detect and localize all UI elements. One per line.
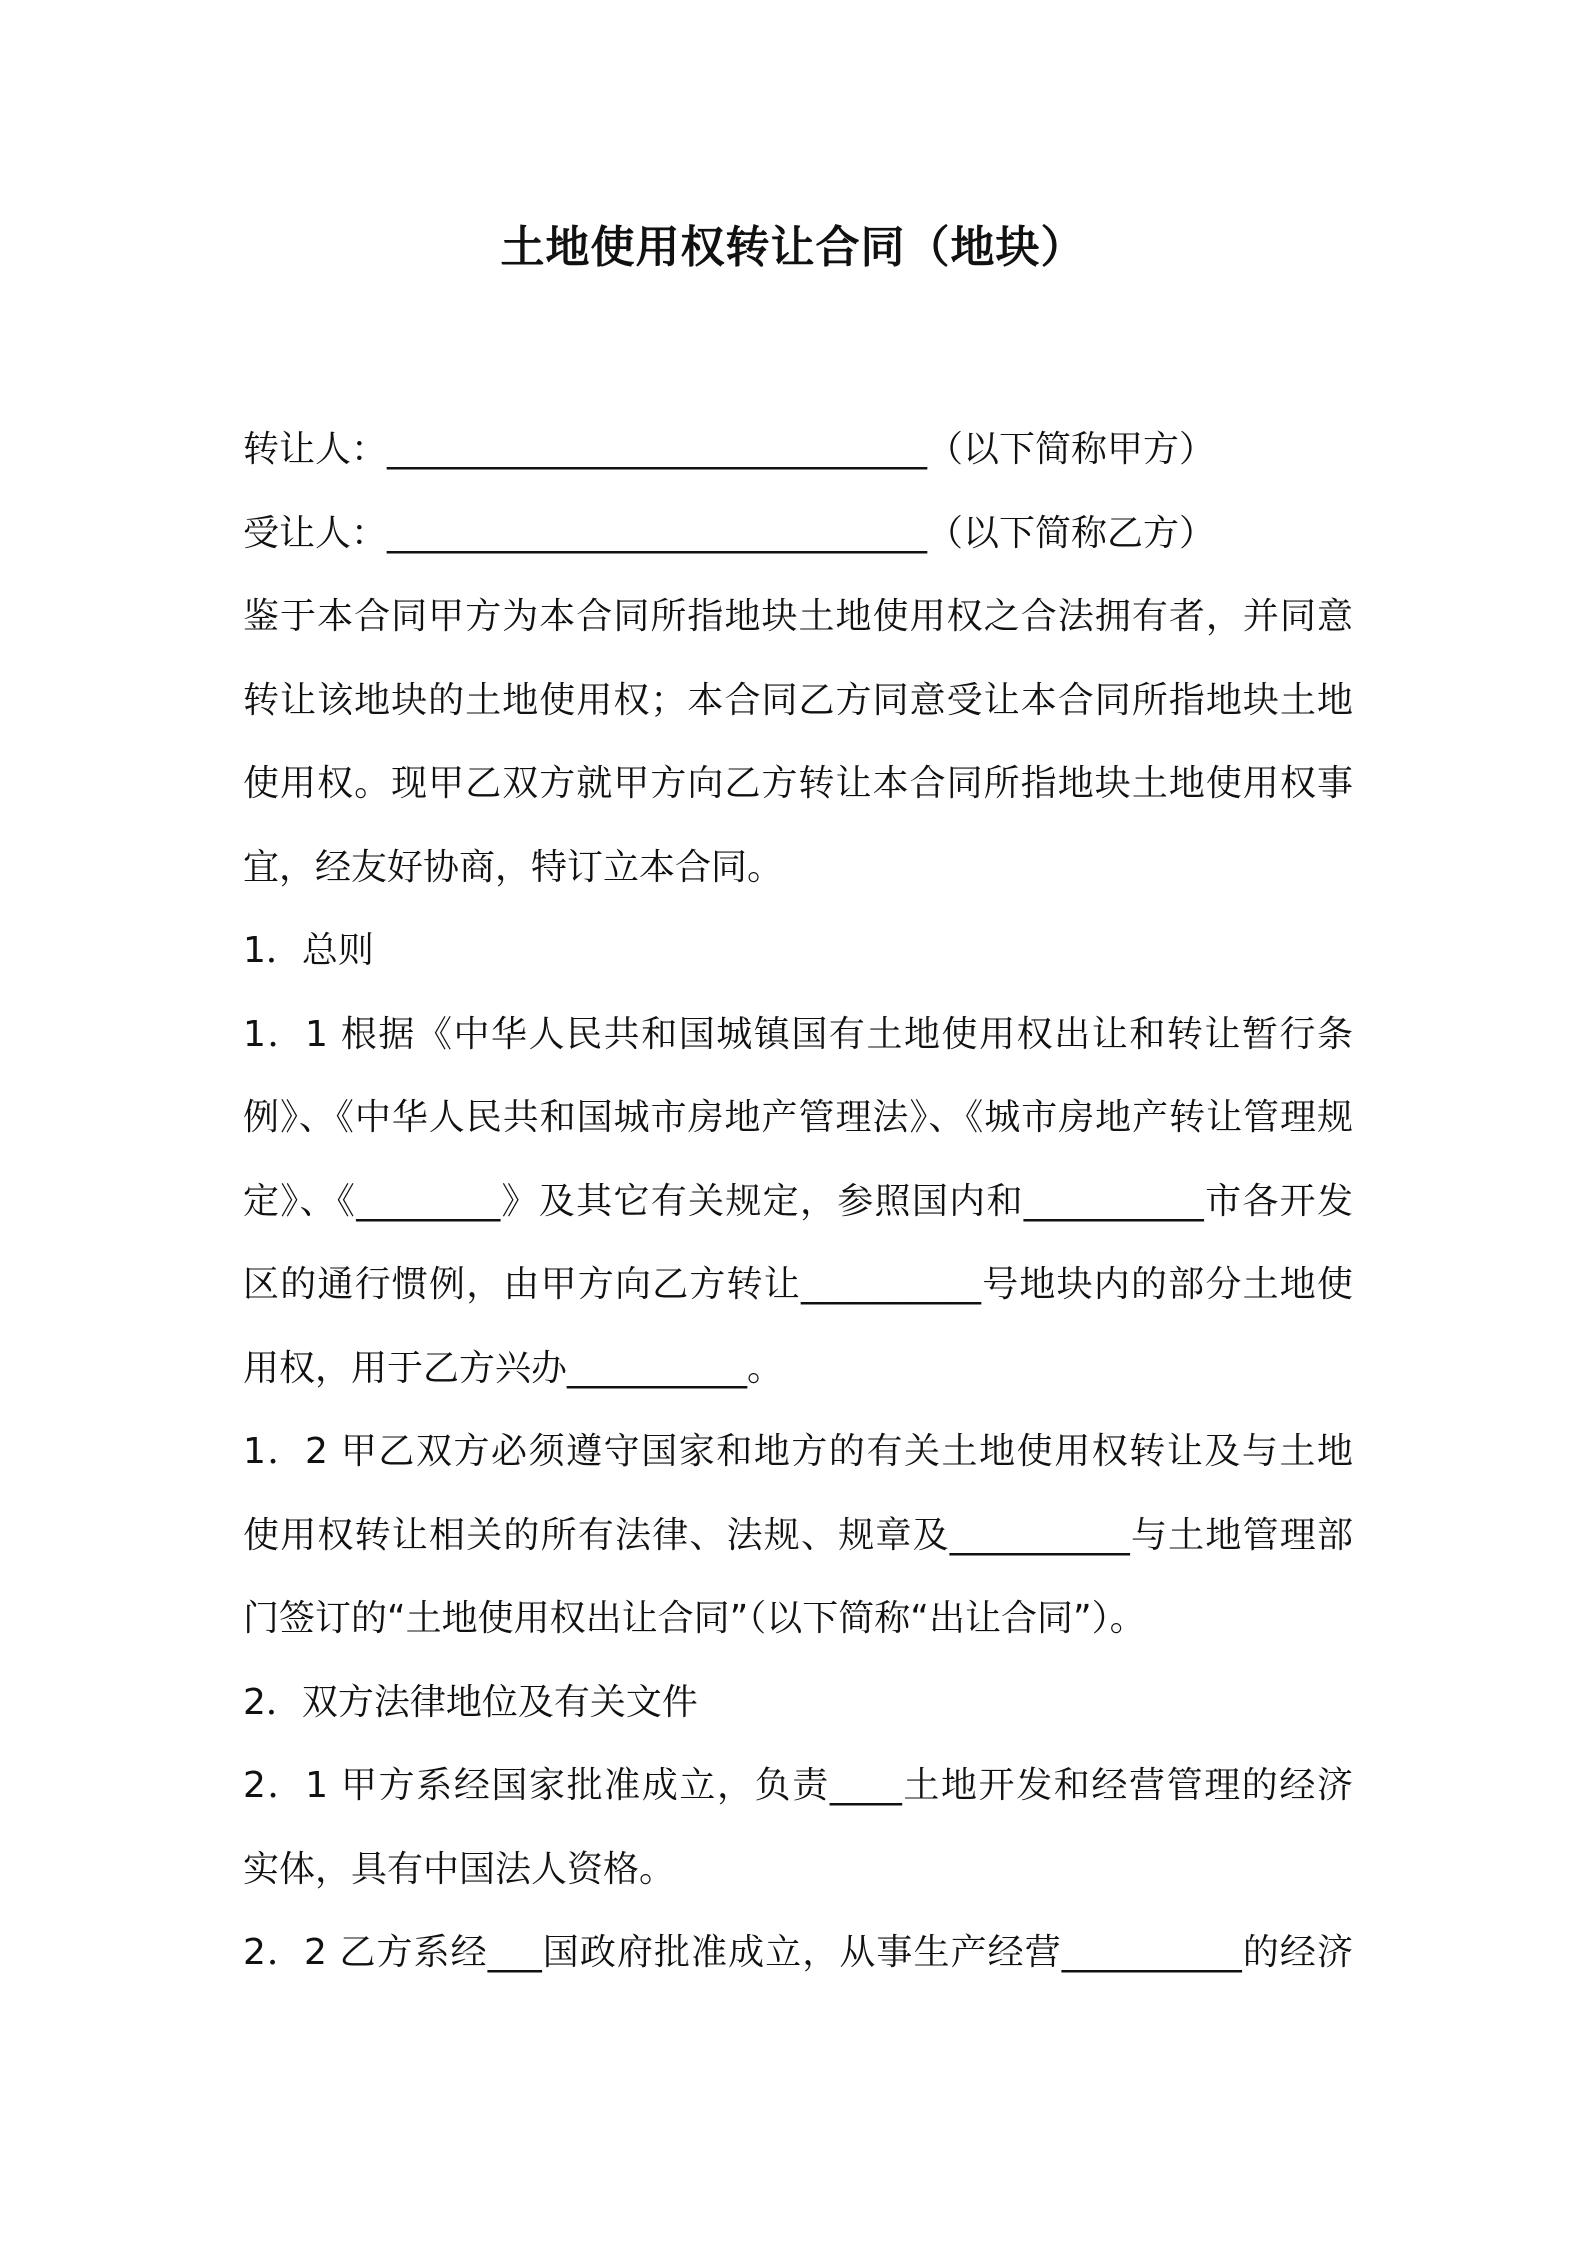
- clause-line: 区的通行惯例，由甲方向乙方转让__________号地块内的部分土地使: [243, 1264, 1353, 1305]
- preamble-line: 转让该地块的土地使用权；本合同乙方同意受让本合同所指地块土地: [243, 679, 1353, 721]
- section-heading: 2．双方法律地位及有关文件: [243, 1681, 698, 1723]
- section-heading: 1．总则: [243, 930, 374, 971]
- transferee-line: 受让人：______________________________（以下简称乙方）: [243, 512, 1216, 554]
- clause-line: 例》、《中华人民共和国城市房地产管理法》、《城市房地产转让管理规: [243, 1097, 1353, 1138]
- preamble-line: 宜，经友好协商，特订立本合同。: [243, 846, 784, 888]
- clause-line: 定》、《________》及其它有关规定，参照国内和__________市各开发: [243, 1180, 1353, 1222]
- preamble-line: 鉴于本合同甲方为本合同所指地块土地使用权之合法拥有者，并同意: [243, 596, 1353, 637]
- document-title: 土地使用权转让合同（地块）: [500, 222, 1086, 273]
- clause-line: 门签订的“土地使用权出让合同”（以下简称“出让合同”）。: [243, 1598, 1146, 1639]
- clause-line: 2．1 甲方系经国家批准成立，负责____土地开发和经营管理的经济: [243, 1765, 1353, 1806]
- contract-body: [243, 408, 1353, 1995]
- clause-line: 用权，用于乙方兴办__________。: [243, 1347, 784, 1389]
- clause-line: 使用权转让相关的所有法律、法规、规章及__________与土地管理部: [243, 1514, 1353, 1556]
- clause-line: 实体，具有中国法人资格。: [243, 1848, 676, 1890]
- clause-line: 2．2 乙方系经___国政府批准成立，从事生产经营__________的经济: [243, 1932, 1353, 1973]
- transferor-line: 转让人：______________________________（以下简称甲方）: [243, 429, 1216, 470]
- preamble-line: 使用权。现甲乙双方就甲方向乙方转让本合同所指地块土地使用权事: [243, 763, 1353, 804]
- clause-line: 1．2 甲乙双方必须遵守国家和地方的有关土地使用权转让及与土地: [243, 1431, 1353, 1472]
- clause-line: 1．1 根据《中华人民共和国城镇国有土地使用权出让和转让暂行条: [243, 1013, 1353, 1055]
